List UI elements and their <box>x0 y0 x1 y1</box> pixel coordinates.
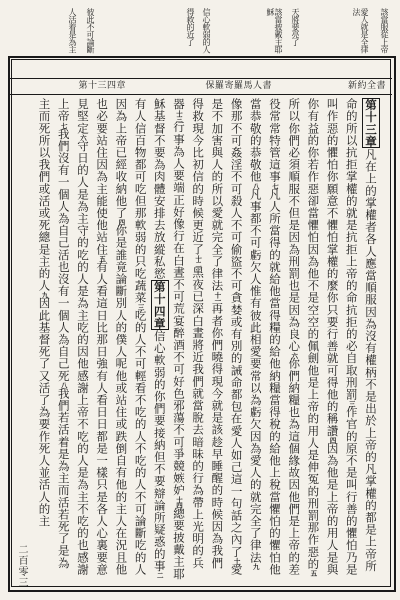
verse-text: 你是誰竟論斷別人的僕人呢他或站住或跌倒自有他的主人在況且他也必要站住因為主能使他站住 <box>95 98 129 576</box>
margin-gloss: 該當服從上帝 <box>380 8 389 53</box>
verse-text: 行事為人要端正好像行在白晝不可荒宴醉酒不可好色邪蕩不可爭競嫉妒 <box>171 121 186 497</box>
chapter-heading: 第十四章 <box>152 280 167 329</box>
verse-number: 五 <box>98 255 107 261</box>
margin-gloss: 天將要亮了 <box>291 8 300 46</box>
verse-text: 總要披戴主耶穌基督不要為肉體安排去放縱私慾 <box>152 98 186 580</box>
verse-text: 我們若活着是為主而活若死了是為主而死所以我們或活或死總是主的人 <box>37 98 71 569</box>
margin-gloss: 彼此不可論斷 <box>86 8 95 53</box>
margin-gloss: 愛人就是全律法 <box>352 8 369 53</box>
margin-gloss: 信心軟弱的人 <box>202 8 211 53</box>
verse-text: 凡人所當得的就給他當得糧的給他納糧當得稅的給他上稅當懼怕的懼怕他當恭敬的恭敬他 <box>248 98 282 576</box>
margin-glosses <box>6 6 394 54</box>
verse-number: 十一 <box>213 291 222 303</box>
verse-number: 七 <box>270 182 279 189</box>
verse-number: 七 <box>59 122 68 128</box>
verse-text: 有人信百物都可吃但那軟弱的只吃蔬菜 <box>133 98 148 304</box>
running-head-chapter: 第十三四章 <box>78 81 126 91</box>
verse-text: 守日的人是為主守的吃的人是為主吃的因他感謝上帝不吃的人是為主不吃的也感謝上帝 <box>56 98 90 576</box>
verse-number: 九 <box>251 563 260 569</box>
verse-number: 三 <box>136 303 145 310</box>
verse-text: 我們沒有一個人為自己活也沒有一個人為自己死 <box>56 127 71 382</box>
verse-number: 十三 <box>174 110 183 122</box>
verse-text: 凡事都不可虧欠人惟有彼此相愛要常以為虧欠因為愛人的就完全了律法 <box>248 188 263 564</box>
verse-text: 你們納糧也為這個緣故因他們是上帝的差役常常特管這事 <box>267 98 302 576</box>
verse-number: 十二 <box>194 255 203 267</box>
verse-number: 十 <box>232 557 241 564</box>
verse-number: 二 <box>155 571 164 578</box>
running-head-rule-bottom <box>8 94 392 95</box>
verse-number: 四 <box>328 436 337 443</box>
verse-text: 吃的人不可輕看不吃的人不吃的人不可論斷吃的人因為上帝已經收納他了 <box>114 98 148 576</box>
verse-number: 五 <box>309 569 318 576</box>
verse-number: 十四 <box>174 496 183 508</box>
verse-text: 凡在上的掌權者各人應當順服因為沒有權柄不是出於上帝的凡掌權的都是上帝所命的所以抗拒掌權的就是抗拒上帝的命抗拒的必自取刑罰 <box>344 98 378 572</box>
page-number: 二百零三 <box>16 544 27 588</box>
verse-text: 作官的原不是叫行善的懼怕乃是叫作惡的懼怕你願意不懼怕掌權的麼你只要行善就可得他的稱讚 <box>325 98 359 576</box>
verse-text: 愛是不加害與人的所以愛就完全了律法 <box>210 98 244 576</box>
verse-text: 像那不可姦淫不可殺人不可偷盜不可貪婪或有別的誡命都包在愛人如己這一句話之內了 <box>229 98 244 558</box>
verse-number: 六 <box>78 134 87 140</box>
scripture-text <box>16 98 380 580</box>
margin-gloss: 人活着是為主 <box>68 8 77 53</box>
verse-text: 再者你們曉得現今就是該趁早睡醒的時候因為我們得救現今比初信的時候更近了 <box>191 98 225 569</box>
verse-number: 九 <box>40 291 49 298</box>
verse-text: 黑夜已深白晝將近我們就當脫去暗昧的行為帶上光明的兵器 <box>171 98 206 569</box>
verse-number: 四 <box>117 219 126 225</box>
margin-gloss: 該當披戴主耶穌 <box>266 8 283 53</box>
verse-number: 八 <box>59 381 68 388</box>
verse-text: 信心軟弱的你們要接納但不要辯論所疑惑的事 <box>152 329 167 572</box>
verse-text: 有人看這日比那日強有人看日日都是一樣只是各人心裏要意見堅定 <box>75 98 110 576</box>
verse-number: 八 <box>251 182 260 189</box>
document-page <box>6 6 394 594</box>
verse-number: 六 <box>290 352 299 358</box>
margin-gloss: 得救的近了 <box>186 8 195 46</box>
scripture-paragraph <box>34 98 380 580</box>
verse-number: 三 <box>347 400 356 406</box>
verse-text: 所以你們必須順服不但是因為刑罰也是因為良心 <box>287 98 302 353</box>
running-head-title: 保羅寄羅馬人書 <box>205 81 272 91</box>
verse-text: 因為他是上帝的用人是與你有益的你若作惡卻當懼怕因為他不是空空的佩劍他是上帝的用人是伸冤的刑罰那作惡的 <box>306 98 340 576</box>
running-head-rule-top <box>8 78 392 79</box>
verse-text: 因此基督死了又活了為要作死人並活人的主 <box>37 297 52 528</box>
chapter-heading: 第十三章 <box>364 99 378 148</box>
running-head-book: 新約全書 <box>347 81 386 91</box>
